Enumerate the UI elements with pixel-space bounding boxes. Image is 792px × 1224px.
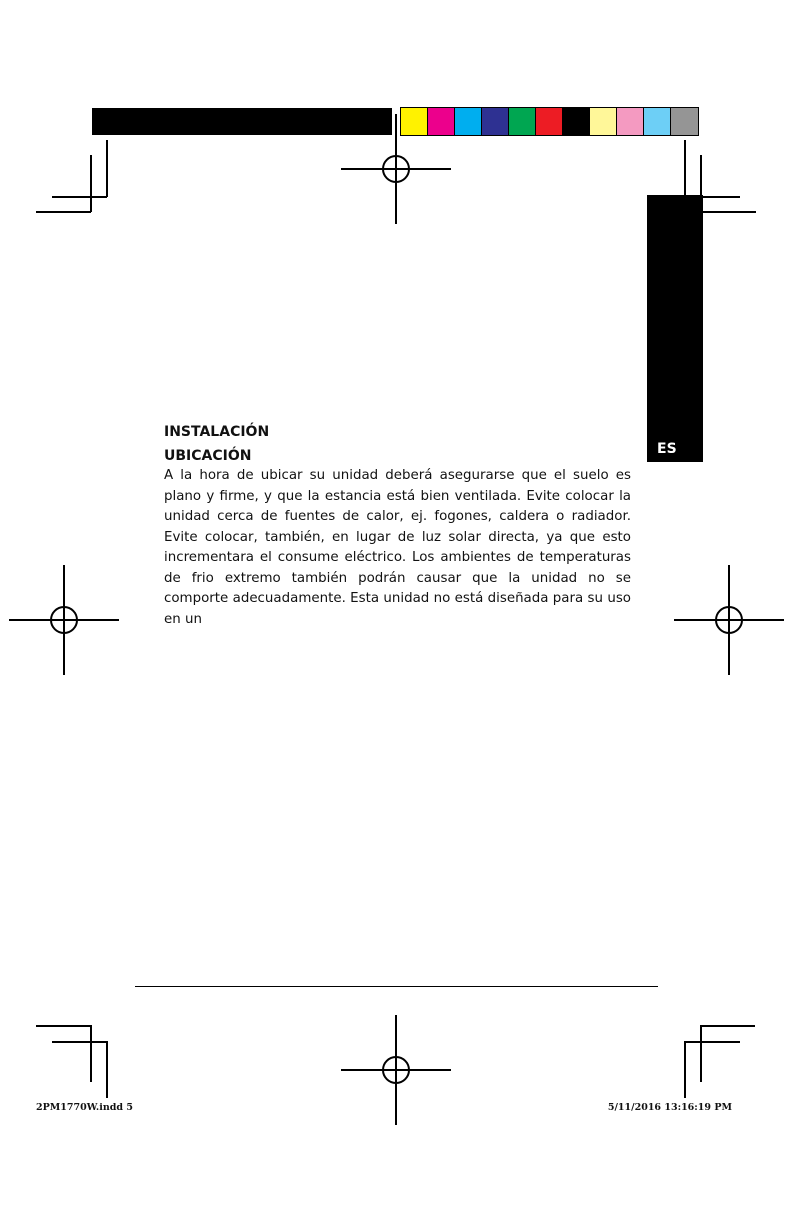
crop-mark (700, 1025, 702, 1082)
color-swatch (644, 108, 671, 135)
section-subheading: UBICACIÓN (164, 448, 252, 464)
crop-mark (52, 1041, 107, 1043)
registration-mark-left (9, 565, 119, 675)
color-swatch (617, 108, 644, 135)
color-swatch (536, 108, 563, 135)
crop-mark (106, 140, 108, 197)
footer-rule (135, 986, 658, 987)
registration-mark-top (341, 114, 451, 224)
crop-mark (106, 1041, 108, 1098)
color-swatch (590, 108, 617, 135)
crop-mark (684, 1041, 686, 1098)
registration-mark-bottom (341, 1015, 451, 1125)
crop-mark (700, 1025, 755, 1027)
color-swatch (455, 108, 482, 135)
slug-filename: 2PM1770W.indd 5 (36, 1102, 133, 1113)
crop-mark (36, 1025, 91, 1027)
section-heading: INSTALACIÓN (164, 424, 270, 440)
crop-mark (684, 140, 686, 197)
crop-mark (36, 211, 91, 213)
color-swatch (671, 108, 698, 135)
crop-mark (685, 1041, 740, 1043)
crop-mark (701, 211, 756, 213)
crop-mark (52, 196, 107, 198)
language-tab-label: ES (657, 441, 677, 457)
slug-timestamp: 5/11/2016 13:16:19 PM (607, 1102, 732, 1113)
registration-mark-right (674, 565, 784, 675)
body-paragraph: A la hora de ubicar su unidad deberá asegurarse que el suelo es plano y firme, y que la estancia está bien ventilada. Evite colocar la unidad cerca de fuentes de calor, ej. fogones, caldera o radiador. Evite colocar, también, en lugar de luz solar directa, ya que esto incrementara el consume eléctrico. Los ambientes de temperaturas de frio extremo también podrán causar que la unidad no se comporte adecuadamente. Esta unidad no está diseñada para su uso en un (164, 468, 631, 627)
color-swatch (509, 108, 536, 135)
crop-mark (90, 1025, 92, 1082)
content-block (164, 422, 631, 627)
language-tab (647, 195, 703, 462)
color-swatch (563, 108, 590, 135)
color-swatch (482, 108, 509, 135)
crop-mark (90, 155, 92, 212)
